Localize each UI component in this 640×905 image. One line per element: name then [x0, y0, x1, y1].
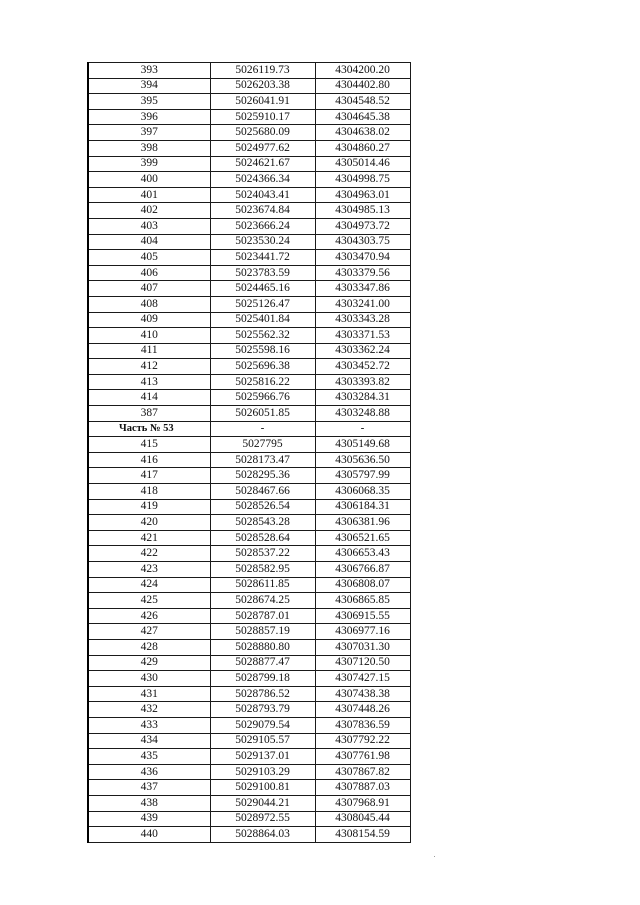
table-row	[88, 63, 410, 79]
table-row	[88, 811, 410, 827]
y-coordinate-cell: 4304645.38	[315, 109, 410, 125]
table-row	[88, 296, 410, 312]
point-number-cell: 419	[88, 499, 210, 515]
y-coordinate-cell: 4304638.02	[315, 125, 410, 141]
point-number-cell: 415	[88, 437, 210, 453]
y-coordinate-cell: 4304200.20	[315, 63, 410, 79]
table-row	[88, 156, 410, 172]
x-coordinate-cell: 5028786.52	[210, 686, 315, 702]
point-number-cell: 395	[88, 94, 210, 110]
table-row	[88, 265, 410, 281]
x-coordinate-cell: 5029100.81	[210, 780, 315, 796]
point-number-cell: 400	[88, 172, 210, 188]
point-number-cell: 413	[88, 374, 210, 390]
y-coordinate-cell: 4306521.65	[315, 530, 410, 546]
table-row	[88, 499, 410, 515]
table-row	[88, 593, 410, 609]
point-number-cell: 426	[88, 608, 210, 624]
table-row	[88, 437, 410, 453]
table-row	[88, 250, 410, 266]
y-coordinate-cell: 4303362.24	[315, 343, 410, 359]
table-row	[88, 406, 410, 422]
point-number-cell: 418	[88, 484, 210, 500]
y-coordinate-cell: 4303284.31	[315, 390, 410, 406]
y-coordinate-cell: 4305636.50	[315, 452, 410, 468]
y-coordinate-cell: 4303343.28	[315, 312, 410, 328]
point-number-cell: 429	[88, 655, 210, 671]
y-coordinate-cell: 4305797.99	[315, 468, 410, 484]
y-coordinate-cell: 4304998.75	[315, 172, 410, 188]
table-row	[88, 624, 410, 640]
table-row	[88, 374, 410, 390]
point-number-cell: 399	[88, 156, 210, 172]
table-row	[88, 562, 410, 578]
table-row	[88, 717, 410, 733]
x-coordinate-cell: 5025696.38	[210, 359, 315, 375]
x-coordinate-cell: 5028528.64	[210, 530, 315, 546]
x-coordinate-cell: 5023783.59	[210, 265, 315, 281]
y-coordinate-cell: 4303379.56	[315, 265, 410, 281]
point-number-cell: 438	[88, 795, 210, 811]
table-row	[88, 468, 410, 484]
table-row	[88, 577, 410, 593]
point-number-cell: 409	[88, 312, 210, 328]
table-row	[88, 328, 410, 344]
x-coordinate-cell: 5025562.32	[210, 328, 315, 344]
x-coordinate-cell: 5028611.85	[210, 577, 315, 593]
y-coordinate-cell: 4306915.55	[315, 608, 410, 624]
y-coordinate-cell: 4305014.46	[315, 156, 410, 172]
y-coordinate-cell: 4306184.31	[315, 499, 410, 515]
x-coordinate-cell: 5023441.72	[210, 250, 315, 266]
point-number-cell: 430	[88, 671, 210, 687]
table-row	[88, 218, 410, 234]
point-number-cell: Часть № 53	[88, 421, 210, 437]
point-number-cell: 424	[88, 577, 210, 593]
table-row	[88, 827, 410, 843]
y-coordinate-cell: 4303241.00	[315, 296, 410, 312]
point-number-cell: 405	[88, 250, 210, 266]
y-coordinate-cell: 4304303.75	[315, 234, 410, 250]
table-row	[88, 312, 410, 328]
x-coordinate-cell: 5029079.54	[210, 717, 315, 733]
point-number-cell: 435	[88, 749, 210, 765]
x-coordinate-cell: 5024621.67	[210, 156, 315, 172]
x-coordinate-cell: 5028857.19	[210, 624, 315, 640]
x-coordinate-cell: 5023666.24	[210, 218, 315, 234]
point-number-cell: 403	[88, 218, 210, 234]
table-row	[88, 795, 410, 811]
point-number-cell: 428	[88, 639, 210, 655]
point-number-cell: 396	[88, 109, 210, 125]
x-coordinate-cell: 5028582.95	[210, 562, 315, 578]
x-coordinate-cell: 5023530.24	[210, 234, 315, 250]
point-number-cell: 404	[88, 234, 210, 250]
point-number-cell: 401	[88, 187, 210, 203]
y-coordinate-cell: 4306865.85	[315, 593, 410, 609]
y-coordinate-cell: 4303248.88	[315, 406, 410, 422]
x-coordinate-cell: 5028799.18	[210, 671, 315, 687]
table-row	[88, 484, 410, 500]
coordinates-table	[87, 62, 411, 843]
table-row	[88, 780, 410, 796]
point-number-cell: 432	[88, 702, 210, 718]
point-number-cell: 416	[88, 452, 210, 468]
x-coordinate-cell: 5028972.55	[210, 811, 315, 827]
y-coordinate-cell: 4303452.72	[315, 359, 410, 375]
table-row	[88, 109, 410, 125]
table-row	[88, 702, 410, 718]
y-coordinate-cell: 4305149.68	[315, 437, 410, 453]
table-row	[88, 94, 410, 110]
point-number-cell: 417	[88, 468, 210, 484]
x-coordinate-cell: 5025910.17	[210, 109, 315, 125]
table-row	[88, 452, 410, 468]
point-number-cell: 412	[88, 359, 210, 375]
point-number-cell: 407	[88, 281, 210, 297]
y-coordinate-cell: 4304963.01	[315, 187, 410, 203]
point-number-cell: 421	[88, 530, 210, 546]
x-coordinate-cell: 5025680.09	[210, 125, 315, 141]
table-row	[88, 530, 410, 546]
table-row	[88, 281, 410, 297]
y-coordinate-cell: 4303371.53	[315, 328, 410, 344]
y-coordinate-cell: 4307887.03	[315, 780, 410, 796]
x-coordinate-cell: 5024977.62	[210, 140, 315, 156]
point-number-cell: 440	[88, 827, 210, 843]
table-row	[88, 749, 410, 765]
coordinates-table-body	[88, 63, 410, 843]
y-coordinate-cell: 4307120.50	[315, 655, 410, 671]
x-coordinate-cell: 5028793.79	[210, 702, 315, 718]
x-coordinate-cell: 5026119.73	[210, 63, 315, 79]
table-row	[88, 390, 410, 406]
x-coordinate-cell: 5029103.29	[210, 764, 315, 780]
x-coordinate-cell: 5023674.84	[210, 203, 315, 219]
scan-speck	[434, 856, 435, 857]
point-number-cell: 420	[88, 515, 210, 531]
section-header-row	[88, 421, 410, 437]
table-row	[88, 608, 410, 624]
x-coordinate-cell: 5027795	[210, 437, 315, 453]
x-coordinate-cell: 5028543.28	[210, 515, 315, 531]
y-coordinate-cell: 4303470.94	[315, 250, 410, 266]
y-coordinate-cell: 4307867.82	[315, 764, 410, 780]
table-row	[88, 125, 410, 141]
x-coordinate-cell: 5025966.76	[210, 390, 315, 406]
point-number-cell: 422	[88, 546, 210, 562]
table-row	[88, 140, 410, 156]
x-coordinate-cell: 5028467.66	[210, 484, 315, 500]
point-number-cell: 393	[88, 63, 210, 79]
point-number-cell: 394	[88, 78, 210, 94]
x-coordinate-cell: 5024366.34	[210, 172, 315, 188]
y-coordinate-cell: 4306977.16	[315, 624, 410, 640]
table-row	[88, 78, 410, 94]
y-coordinate-cell: 4307836.59	[315, 717, 410, 733]
point-number-cell: 433	[88, 717, 210, 733]
table-row	[88, 733, 410, 749]
point-number-cell: 398	[88, 140, 210, 156]
table-row	[88, 187, 410, 203]
point-number-cell: 439	[88, 811, 210, 827]
y-coordinate-cell: 4307427.15	[315, 671, 410, 687]
point-number-cell: 414	[88, 390, 210, 406]
table-row	[88, 546, 410, 562]
table-row	[88, 343, 410, 359]
table-row	[88, 359, 410, 375]
x-coordinate-cell: 5026051.85	[210, 406, 315, 422]
y-coordinate-cell: 4307792.22	[315, 733, 410, 749]
table-row	[88, 764, 410, 780]
x-coordinate-cell: 5028880.80	[210, 639, 315, 655]
y-coordinate-cell: 4308154.59	[315, 827, 410, 843]
x-coordinate-cell: 5028173.47	[210, 452, 315, 468]
x-coordinate-cell: 5028295.36	[210, 468, 315, 484]
x-coordinate-cell: 5028787.01	[210, 608, 315, 624]
point-number-cell: 423	[88, 562, 210, 578]
x-coordinate-cell: 5028877.47	[210, 655, 315, 671]
x-coordinate-cell: 5026041.91	[210, 94, 315, 110]
x-coordinate-cell: 5025598.16	[210, 343, 315, 359]
x-coordinate-cell: 5028674.25	[210, 593, 315, 609]
x-coordinate-cell: 5026203.38	[210, 78, 315, 94]
x-coordinate-cell: 5028526.54	[210, 499, 315, 515]
point-number-cell: 437	[88, 780, 210, 796]
x-coordinate-cell: 5029105.57	[210, 733, 315, 749]
point-number-cell: 408	[88, 296, 210, 312]
table-row	[88, 639, 410, 655]
y-coordinate-cell: 4307031.30	[315, 639, 410, 655]
table-row	[88, 686, 410, 702]
y-coordinate-cell: 4304548.52	[315, 94, 410, 110]
x-coordinate-cell: 5025126.47	[210, 296, 315, 312]
table-row	[88, 671, 410, 687]
y-coordinate-cell: 4307761.98	[315, 749, 410, 765]
point-number-cell: 436	[88, 764, 210, 780]
y-coordinate-cell: 4308045.44	[315, 811, 410, 827]
x-coordinate-cell: 5028864.03	[210, 827, 315, 843]
y-coordinate-cell: 4304973.72	[315, 218, 410, 234]
x-coordinate-cell: 5025401.84	[210, 312, 315, 328]
point-number-cell: 387	[88, 406, 210, 422]
y-coordinate-cell: -	[315, 421, 410, 437]
y-coordinate-cell: 4303393.82	[315, 374, 410, 390]
y-coordinate-cell: 4304402.80	[315, 78, 410, 94]
x-coordinate-cell: 5028537.22	[210, 546, 315, 562]
y-coordinate-cell: 4306653.43	[315, 546, 410, 562]
y-coordinate-cell: 4307438.38	[315, 686, 410, 702]
point-number-cell: 427	[88, 624, 210, 640]
point-number-cell: 425	[88, 593, 210, 609]
point-number-cell: 402	[88, 203, 210, 219]
point-number-cell: 406	[88, 265, 210, 281]
table-row	[88, 203, 410, 219]
point-number-cell: 410	[88, 328, 210, 344]
y-coordinate-cell: 4306808.07	[315, 577, 410, 593]
x-coordinate-cell: -	[210, 421, 315, 437]
y-coordinate-cell: 4304860.27	[315, 140, 410, 156]
y-coordinate-cell: 4307968.91	[315, 795, 410, 811]
y-coordinate-cell: 4307448.26	[315, 702, 410, 718]
y-coordinate-cell: 4306068.35	[315, 484, 410, 500]
table-row	[88, 234, 410, 250]
x-coordinate-cell: 5029137.01	[210, 749, 315, 765]
table-row	[88, 655, 410, 671]
x-coordinate-cell: 5024043.41	[210, 187, 315, 203]
x-coordinate-cell: 5024465.16	[210, 281, 315, 297]
table-row	[88, 172, 410, 188]
point-number-cell: 397	[88, 125, 210, 141]
point-number-cell: 434	[88, 733, 210, 749]
point-number-cell: 411	[88, 343, 210, 359]
y-coordinate-cell: 4306381.96	[315, 515, 410, 531]
y-coordinate-cell: 4306766.87	[315, 562, 410, 578]
table-row	[88, 515, 410, 531]
x-coordinate-cell: 5029044.21	[210, 795, 315, 811]
point-number-cell: 431	[88, 686, 210, 702]
y-coordinate-cell: 4303347.86	[315, 281, 410, 297]
x-coordinate-cell: 5025816.22	[210, 374, 315, 390]
y-coordinate-cell: 4304985.13	[315, 203, 410, 219]
